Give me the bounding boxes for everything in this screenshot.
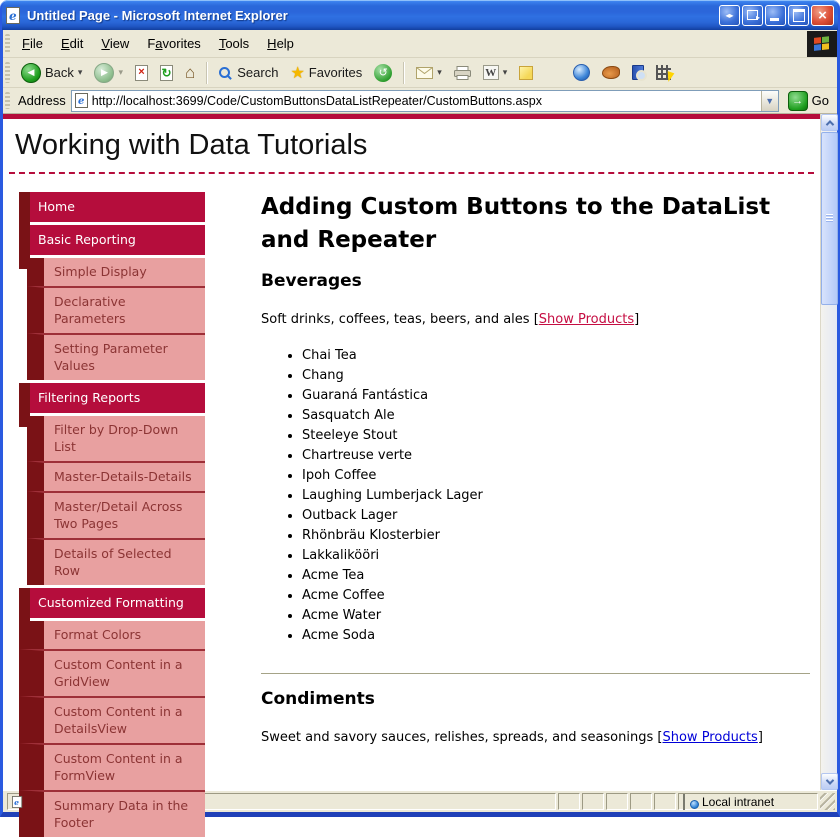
- description-text: Sweet and savory sauces, relishes, spreads, and seasonings: [261, 730, 654, 745]
- menu-tools[interactable]: Tools: [218, 36, 250, 51]
- site-title: Working with Data Tutorials: [15, 129, 368, 161]
- product-list: [261, 347, 810, 644]
- section-description: [261, 312, 810, 327]
- menu-edit[interactable]: Edit: [60, 36, 84, 51]
- research-book-icon: [632, 65, 644, 80]
- home-button[interactable]: [181, 61, 199, 85]
- search-icon: [219, 67, 230, 78]
- svg-text:e: e: [9, 8, 17, 23]
- ie-page-icon: [12, 796, 22, 808]
- menu-bar: [3, 30, 837, 58]
- product-item: • Laughing Lumberjack Lager: [302, 487, 810, 504]
- toolbar-separator: [206, 62, 208, 84]
- edit-with-word-button[interactable]: [479, 63, 512, 82]
- minimize-button[interactable]: [765, 5, 786, 26]
- fox-icon: [602, 66, 620, 79]
- word-icon: W: [483, 65, 499, 80]
- nav-item-filter-by-drop-down-list[interactable]: Filter by Drop-Down List: [27, 416, 205, 461]
- toolbar-separator: [403, 62, 405, 84]
- refresh-button[interactable]: [156, 63, 177, 83]
- nav-item-home[interactable]: Home: [19, 192, 205, 222]
- product-item: • Acme Coffee: [302, 587, 810, 604]
- product-item: • Steeleye Stout: [302, 427, 810, 444]
- grid-lightning-icon: [656, 65, 671, 80]
- menu-favorites[interactable]: Favorites: [147, 36, 201, 51]
- scrollbar-thumb[interactable]: [821, 132, 838, 305]
- section-description: [261, 730, 810, 745]
- back-icon: ◀: [21, 63, 41, 83]
- search-label: Search: [237, 65, 279, 80]
- product-item: • Chartreuse verte: [302, 447, 810, 464]
- forward-icon: ▶: [94, 63, 114, 83]
- scroll-down-button[interactable]: [821, 773, 838, 790]
- mail-dropdown-icon[interactable]: ▾: [437, 67, 442, 77]
- product-item: • Chang: [302, 367, 810, 384]
- toolbar-grip[interactable]: [5, 92, 10, 109]
- addon-animal-button[interactable]: [598, 64, 624, 81]
- mail-button[interactable]: [412, 65, 446, 81]
- menu-view[interactable]: View: [101, 36, 130, 51]
- back-dropdown-icon[interactable]: ▾: [77, 67, 83, 77]
- page-title: Adding Custom Buttons to the DataList and Repeater: [261, 194, 771, 253]
- nav-item-declarative-parameters[interactable]: Declarative Parameters: [27, 286, 205, 333]
- forward-dropdown-icon: ▾: [118, 67, 123, 77]
- nav-item-master-detail-across-two-pages[interactable]: Master/Detail Across Two Pages: [27, 491, 205, 538]
- sticky-note-icon: [519, 66, 533, 80]
- address-dropdown-button[interactable]: ▼: [761, 91, 778, 111]
- dashed-divider: [9, 172, 814, 174]
- title-bar: [0, 0, 840, 30]
- nav-item-format-colors[interactable]: Format Colors: [19, 621, 205, 649]
- toolbar-grip[interactable]: [5, 34, 10, 53]
- standard-toolbar: [3, 58, 837, 88]
- nav-item-basic-reporting[interactable]: Basic Reporting: [19, 225, 205, 255]
- menu-help[interactable]: Help: [267, 36, 294, 51]
- toolbar-grip[interactable]: [5, 62, 10, 83]
- nav-item-filtering-reports[interactable]: Filtering Reports: [19, 383, 205, 413]
- address-bar: [3, 88, 837, 114]
- nav-item-custom-content-in-a-formview[interactable]: Custom Content in a FormView: [19, 743, 205, 790]
- nav-item-details-of-selected-row[interactable]: Details of Selected Row: [27, 538, 205, 585]
- show-products-link-beverages[interactable]: Show Products: [538, 312, 635, 327]
- zone-text: Local intranet: [702, 794, 775, 809]
- svg-text:e: e: [14, 797, 19, 807]
- stop-button[interactable]: [131, 63, 152, 83]
- svg-text:e: e: [77, 96, 85, 107]
- horizontal-rule: [261, 673, 810, 675]
- maximize-button[interactable]: [788, 5, 809, 26]
- go-label: Go: [811, 93, 829, 108]
- history-button[interactable]: [370, 62, 396, 84]
- ie-page-icon: [75, 93, 88, 108]
- favorites-star-icon: ★: [290, 64, 305, 82]
- description-text: Soft drinks, coffees, teas, beers, and ales: [261, 312, 530, 327]
- back-button[interactable]: [17, 61, 86, 85]
- go-button[interactable]: [784, 91, 833, 111]
- research-button[interactable]: [628, 63, 648, 82]
- product-item: • Acme Water: [302, 607, 810, 624]
- console-popout-button[interactable]: [742, 5, 763, 26]
- messenger-note-button[interactable]: [515, 64, 537, 82]
- vertical-scrollbar[interactable]: [820, 114, 837, 790]
- bracket-close: ]: [757, 730, 763, 745]
- edit-dropdown-icon[interactable]: ▾: [502, 67, 508, 77]
- section-title-beverages: Beverages: [261, 271, 362, 291]
- nav-item-summary-data-in-the-footer[interactable]: Summary Data in the Footer: [19, 790, 205, 837]
- blue-sphere-icon: [573, 64, 590, 81]
- nav-item-setting-parameter-values[interactable]: Setting Parameter Values: [27, 333, 205, 380]
- history-icon: ↺: [374, 64, 392, 82]
- product-item: • Sasquatch Ale: [302, 407, 810, 424]
- product-item: • Ipoh Coffee: [302, 467, 810, 484]
- nav-item-custom-content-in-a-detailsview[interactable]: Custom Content in a DetailsView: [19, 696, 205, 743]
- address-label: Address: [18, 93, 66, 108]
- home-icon: ⌂: [184, 62, 196, 82]
- forward-button[interactable]: [90, 61, 127, 85]
- stop-icon: ×: [135, 65, 148, 81]
- nav-item-customized-formatting[interactable]: Customized Formatting: [19, 588, 205, 618]
- product-item: • Outback Lager: [302, 507, 810, 524]
- product-item: • Lakkalikööri: [302, 547, 810, 564]
- scroll-up-button[interactable]: [821, 114, 838, 131]
- product-item: • Chai Tea: [302, 347, 810, 364]
- bracket-open: [: [533, 312, 539, 327]
- search-button[interactable]: [215, 63, 282, 82]
- menu-items: [13, 32, 303, 55]
- product-item: • Acme Soda: [302, 627, 810, 644]
- favorites-button[interactable]: [286, 61, 366, 85]
- address-field[interactable]: [71, 90, 779, 112]
- go-arrow-icon: →: [788, 91, 808, 111]
- bracket-open: [: [657, 730, 663, 745]
- url-text[interactable]: http://localhost:3699/Code/CustomButtonsDataListRepeater/CustomButtons.aspx: [91, 93, 542, 108]
- refresh-icon: ↻: [161, 65, 172, 80]
- print-button[interactable]: [450, 64, 475, 82]
- resize-grip[interactable]: [820, 793, 835, 810]
- product-item: • Guaraná Fantástica: [302, 387, 810, 404]
- favorites-label: Favorites: [308, 65, 363, 80]
- section-title-condiments: Condiments: [261, 689, 375, 709]
- msn-button[interactable]: [569, 62, 594, 83]
- addon-grid-button[interactable]: [652, 63, 675, 82]
- show-products-link-condiments[interactable]: Show Products: [662, 730, 758, 745]
- product-item: • Acme Tea: [302, 567, 810, 584]
- nav-item-master-details-details[interactable]: Master-Details-Details: [27, 461, 205, 491]
- sidebar-nav: [19, 189, 205, 837]
- menu-file[interactable]: File: [22, 36, 43, 51]
- window-title: Untitled Page - Microsoft Internet Explorer: [27, 7, 288, 23]
- ie-document-icon: [6, 7, 21, 24]
- print-icon: [454, 66, 471, 80]
- console-arrows-button[interactable]: ◂▸: [719, 5, 740, 26]
- main-column: [261, 189, 810, 745]
- windows-brand-logo: [807, 31, 837, 57]
- windows-flag-icon: [814, 36, 830, 52]
- nav-item-simple-display[interactable]: Simple Display: [27, 258, 205, 286]
- product-item: • Rhönbräu Klosterbier: [302, 527, 810, 544]
- close-button[interactable]: ×: [811, 5, 834, 26]
- nav-item-custom-content-in-a-gridview[interactable]: Custom Content in a GridView: [19, 649, 205, 696]
- mail-icon: [416, 67, 433, 79]
- local-intranet-icon: [683, 795, 698, 808]
- back-label: Back: [45, 65, 74, 80]
- bracket-close: ]: [634, 312, 640, 327]
